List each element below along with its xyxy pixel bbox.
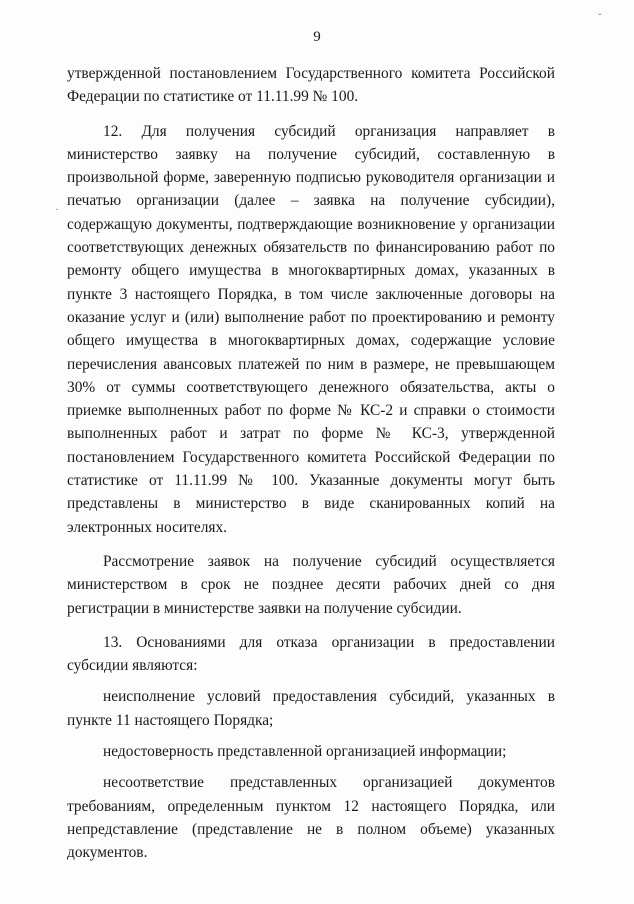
paragraph-reason-2: недостоверность представленной организацией информации; <box>103 743 507 761</box>
paragraph-reason-3: несоответствие представленных организацией документов требованиям, определенным пунктом 12 настоящего Порядка, или непредставление (представление не в полном объеме) указанных документов. <box>67 774 555 862</box>
document-body <box>67 62 555 865</box>
page-number: 9 <box>313 29 321 45</box>
scan-mark: ˇ <box>598 12 602 24</box>
paragraph-continuation: утвержденной постановлением Государственного комитета Российской Федерации по статистике от 11.11.99 № 100. <box>67 65 555 106</box>
paragraph-item-12: 12. Для получения субсидий организация направляет в министерство заявку на получение субсидий, составленную в произвольной форме, заверенную подписью руководителя организации и печатью организации (далее – заявка на получение субсидии), содержащую документы, подтверждающие возникновение у организации соответствующих денежных обязательств по финансированию работ по ремонту общего имущества в многоквартирных домах, указанных в пункте 3 настоящего Порядка, в том числе заключенные договоры на оказание услуг и (или) выполнение работ по проектированию и ремонту общего имущества в многоквартирных домах, содержащие условие перечисления авансовых платежей по ним в размере, не превышающем 30% от суммы соответствующего денежного обязательства, акты о приемке выполненных работ по форме № КС-2 и справки о стоимости выполненных работ и затрат по форме № КС-3, утвержденной постановлением Государственного комитета Российской Федерации по статистике от 11.11.99 № 100. Указанные документы могут быть представлены в министерство в виде сканированных копий на электронных носителях. <box>67 122 555 536</box>
scan-mark: · <box>55 204 59 216</box>
paragraph-reason-1: неисполнение условий предоставления субсидий, указанных в пункте 11 настоящего Порядка; <box>67 688 555 729</box>
paragraph-review: Рассмотрение заявок на получение субсидий осуществляется министерством в срок не позднее десяти рабочих дней со дня регистрации в министерстве заявки на получение субсидии. <box>67 552 555 617</box>
paragraph-item-13: 13. Основаниями для отказа организации в предоставлении субсидии являются: <box>67 633 555 675</box>
